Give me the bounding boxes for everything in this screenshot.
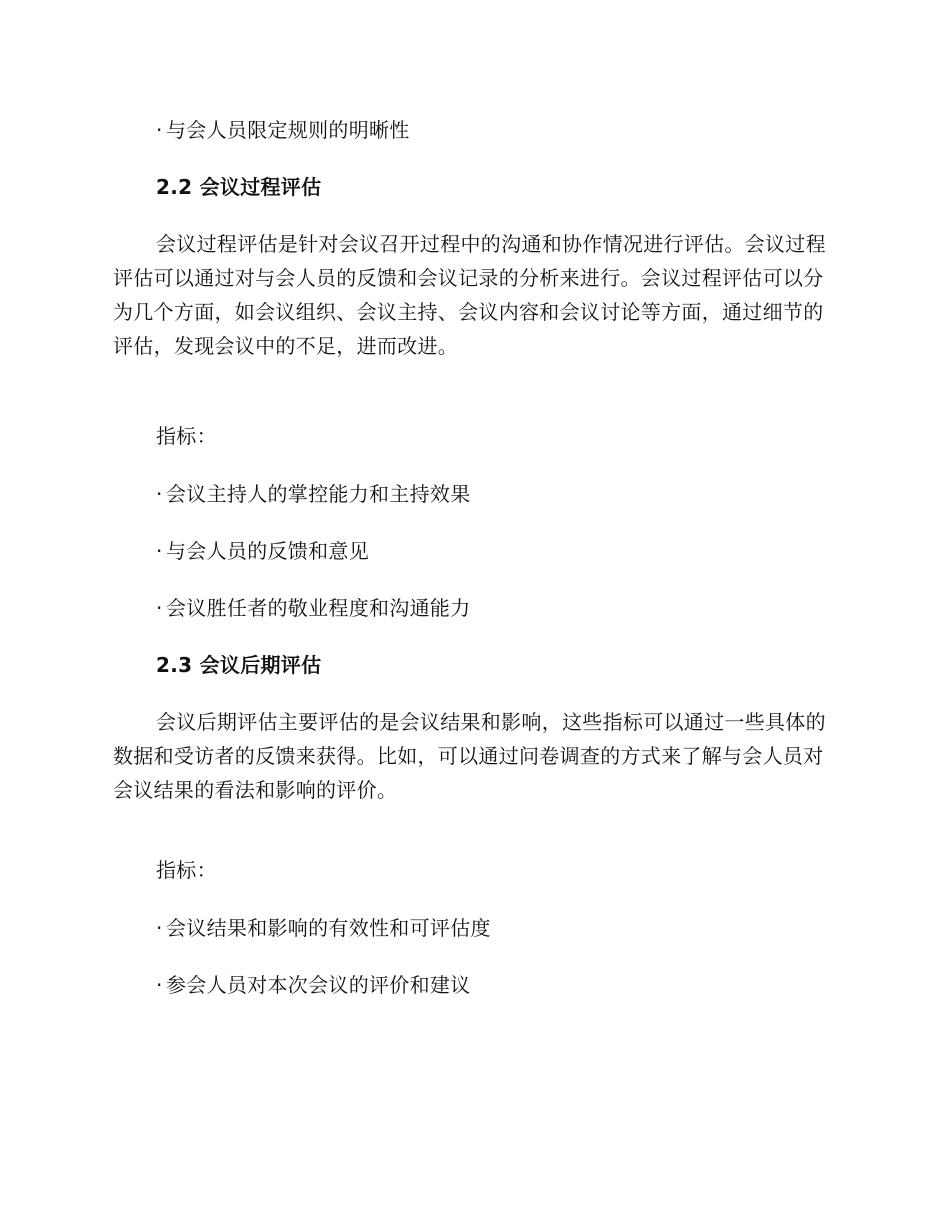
bullet-marker: · bbox=[156, 482, 163, 506]
bullet-marker: · bbox=[156, 118, 163, 142]
section-paragraph-2-2: 会议过程评估是针对会议召开过程中的沟通和协作情况进行评估。会议过程评估可以通过对与会人员的反馈和会议记录的分析来进行。会议过程评估可以分为几个方面，如会议组织、会议主持、会议内容和会议讨论等方面，通过细节的评估，发现会议中的不足，进而改进。 bbox=[113, 232, 826, 358]
bullet-text: 与会人员限定规则的明晰性 bbox=[166, 118, 410, 142]
bullet-text: 会议结果和影响的有效性和可评估度 bbox=[166, 916, 491, 940]
bullet-text: 与会人员的反馈和意见 bbox=[166, 539, 369, 563]
indicator-label: 指标： bbox=[156, 424, 217, 448]
bullet-text: 会议胜任者的敬业程度和沟通能力 bbox=[166, 596, 471, 620]
bullet-item bbox=[156, 596, 471, 620]
bullet-item bbox=[156, 973, 471, 997]
bullet-item bbox=[156, 482, 471, 506]
bullet-text: 参会人员对本次会议的评价和建议 bbox=[166, 973, 471, 997]
bullet-marker: · bbox=[156, 973, 163, 997]
section-paragraph-2-3: 会议后期评估主要评估的是会议结果和影响，这些指标可以通过一些具体的数据和受访者的反馈来获得。比如，可以通过问卷调查的方式来了解与会人员对会议结果的看法和影响的评价。 bbox=[113, 710, 826, 802]
bullet-marker: · bbox=[156, 916, 163, 940]
bullet-item bbox=[156, 916, 491, 940]
bullet-marker: · bbox=[156, 596, 163, 620]
bullet-item bbox=[156, 539, 369, 563]
bullet-text: 会议主持人的掌控能力和主持效果 bbox=[166, 482, 471, 506]
indicator-label: 指标： bbox=[156, 858, 217, 882]
section-heading-2-2: 2.2 会议过程评估 bbox=[156, 175, 322, 199]
bullet-marker: · bbox=[156, 539, 163, 563]
section-heading-2-3: 2.3 会议后期评估 bbox=[156, 653, 322, 677]
bullet-item bbox=[156, 118, 410, 142]
